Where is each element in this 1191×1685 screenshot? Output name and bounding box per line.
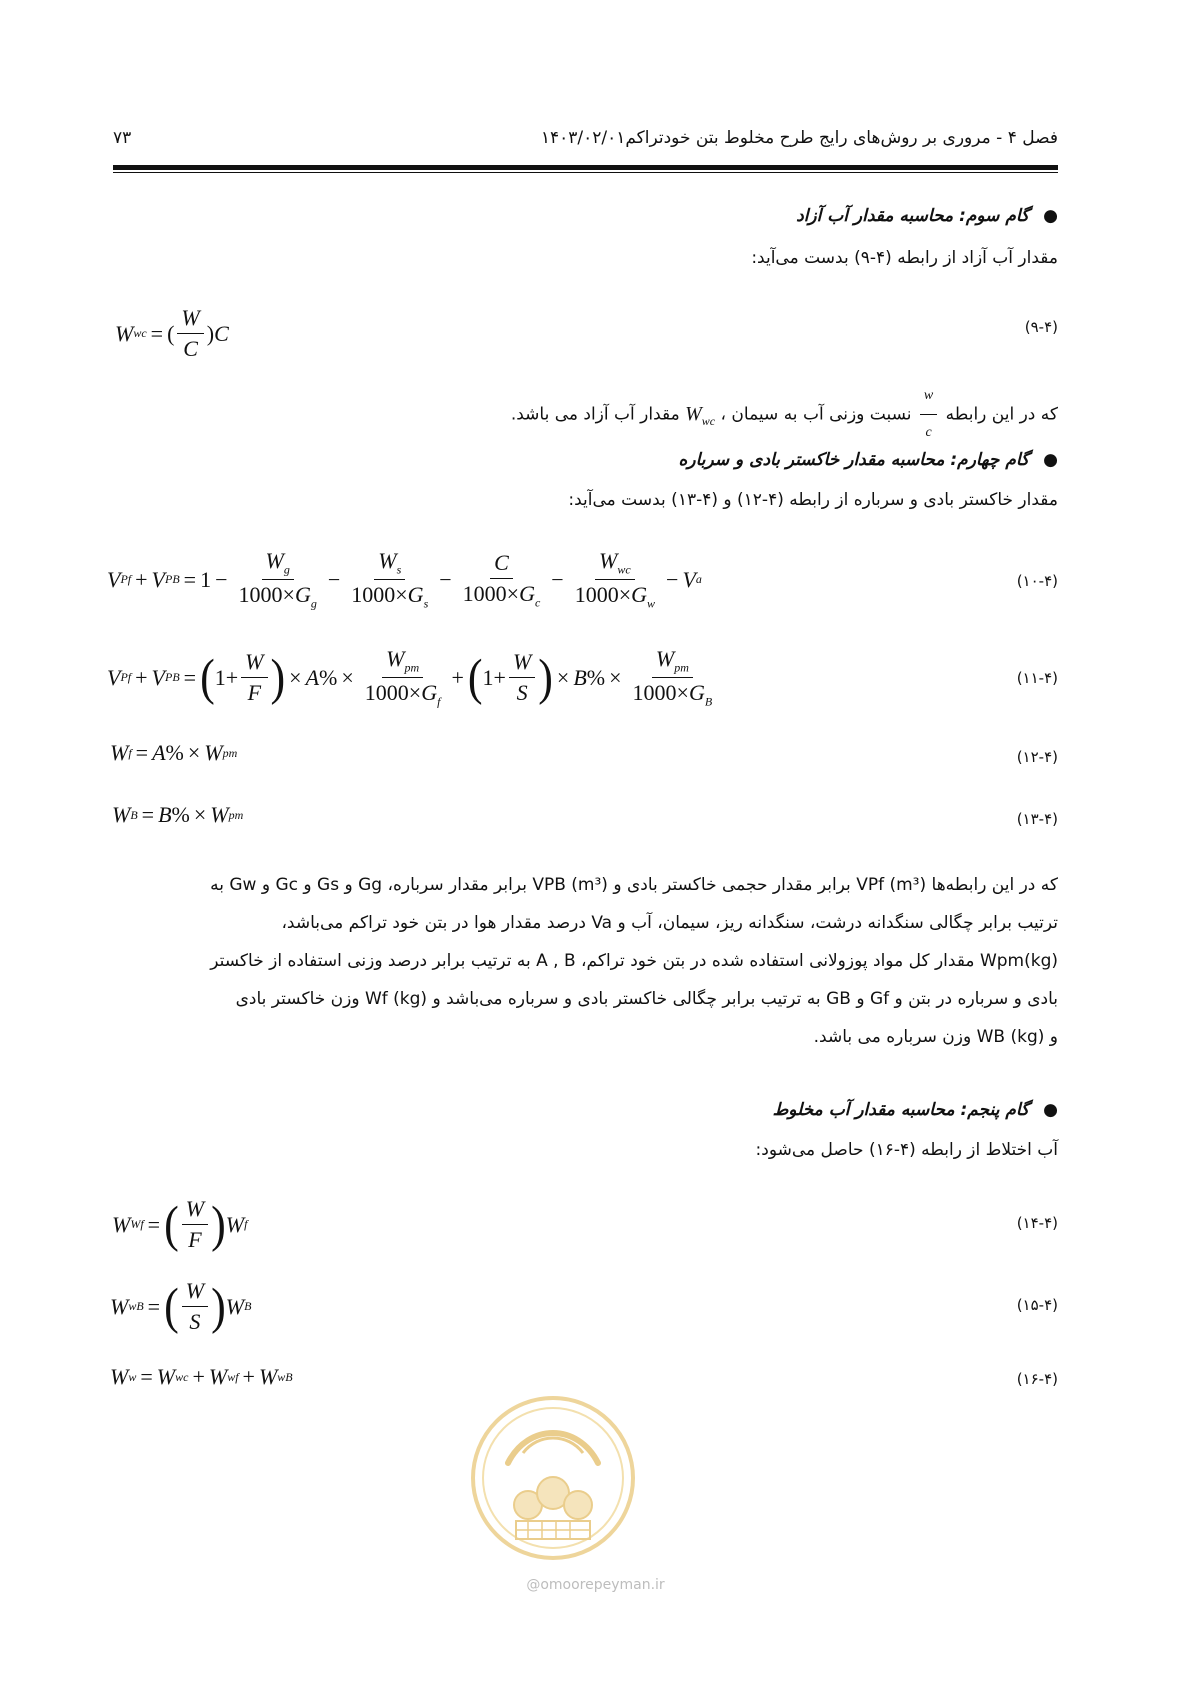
step4-heading: ●گام چهارم: محاسبه مقدار خاکستر بادی و سرباره [678,450,1058,470]
equation-14-4: W Wf = ( $\frac{W}{F}$ ) W f [112,1195,248,1253]
explain-line: ترتیب برابر چگالی سنگدانه درشت، سنگدانه ریز، سیمان، آب و Va درصد مقدار هوا در بتن خود تراکم می‌باشد، [281,913,1058,933]
equation-11-4: V Pf + V PB = ( 1+ $\frac{W}{F}$ ) × A % × $\frac{W_{pm}}{1000\times G_f}$ + ( 1+ $\frac{W}{S}$ ) × B % × $\frac{W_{pm}}{1000\times G_B}$ [107,646,713,709]
page-header [113,128,1058,160]
step3-intro: مقدار آب آزاد از رابطه (۴-۹) بدست می‌آید: [751,248,1058,268]
explain-line: که در این رابطه‌ها VPf (m³) برابر مقدار حجمی خاکستر بادی و VPB (m³) برابر مقدار سرباره، Gg و Gs و Gc و Gw به [210,875,1058,895]
explain-line: و WB (kg) وزن سرباره می باشد. [813,1027,1058,1047]
equation-13-4: W B = B % × W pm [112,802,244,827]
step3-heading: ●گام سوم: محاسبه مقدار آب آزاد [796,206,1058,226]
watermark-seal-icon [468,1393,638,1563]
step4-explanation [113,866,1058,1056]
explain-line: Wpm(kg) مقدار کل مواد پوزولانی استفاده شده در بتن خود تراکم، A , B به ترتیب برابر درصد وزنی استفاده از خاکستر [210,951,1058,971]
header-rule-thick [113,165,1058,170]
bullet-icon: ● [1043,450,1058,470]
eq-number-12-4: (۱۲-۴) [1016,748,1058,766]
step4-intro: مقدار خاکستر بادی و سرباره از رابطه (۴-۱۲) و (۴-۱۳) بدست می‌آید: [568,490,1058,510]
bullet-icon: ● [1043,1100,1058,1120]
eq-number-11-4: (۱۱-۴) [1016,669,1058,687]
header-rule-thin [113,172,1058,173]
step5-intro: آب اختلاط از رابطه (۴-۱۶) حاصل می‌شود: [755,1140,1058,1160]
eq-number-15-4: (۱۵-۴) [1016,1296,1058,1314]
eq-number-16-4: (۱۶-۴) [1016,1370,1058,1388]
eq-number-10-4: (۱۰-۴) [1016,572,1058,590]
bullet-icon: ● [1043,206,1058,226]
eq-number-9-4: (۹-۴) [1024,318,1058,336]
equation-12-4: W f = A % × W pm [110,740,238,765]
chapter-title: فصل ۴ - مروری بر روش‌های رایج طرح مخلوط بتن خودتراکم۱۴۰۳/۰۲/۰۱ [540,128,1058,148]
w-over-c-fraction: $\frac{w}{c}$ [920,380,937,449]
eq-number-14-4: (۱۴-۴) [1016,1214,1058,1232]
step3-explanation: که در این رابطه $\frac{w}{c}$ نسبت وزنی آب به سیمان ، $W_{wc}$ مقدار آب آزاد می باشد. [113,380,1058,449]
eq-number-13-4: (۱۳-۴) [1016,810,1058,828]
equation-16-4: W w = W wc + W wf + W wB [110,1364,293,1389]
explain-line: بادی و سرباره در بتن و Gf و GB به ترتیب برابر چگالی خاکستر بادی و سرباره می‌باشد و Wf (kg) وزن خاکستر بادی [235,989,1058,1009]
equation-10-4: V Pf + V PB = 1 − $\frac{W_g}{1000\times G_g}$ − $\frac{W_s}{1000\times G_s}$ − $\frac{C}{1000\times G_c}$ − $\frac{W_{wc}}{1000\times G_w}$ − V a [107,548,702,611]
step5-heading: ●گام پنجم: محاسبه مقدار آب مخلوط [772,1100,1058,1120]
equation-9-4: W wc = ( $\frac{W}{C}$ ) C [115,305,229,361]
page-number: ۷۳ [113,128,132,148]
watermark-site-text: @omoorepeyman.ir [526,1577,665,1593]
equation-15-4: W wB = ( $\frac{W}{S}$ ) W B [110,1277,252,1335]
